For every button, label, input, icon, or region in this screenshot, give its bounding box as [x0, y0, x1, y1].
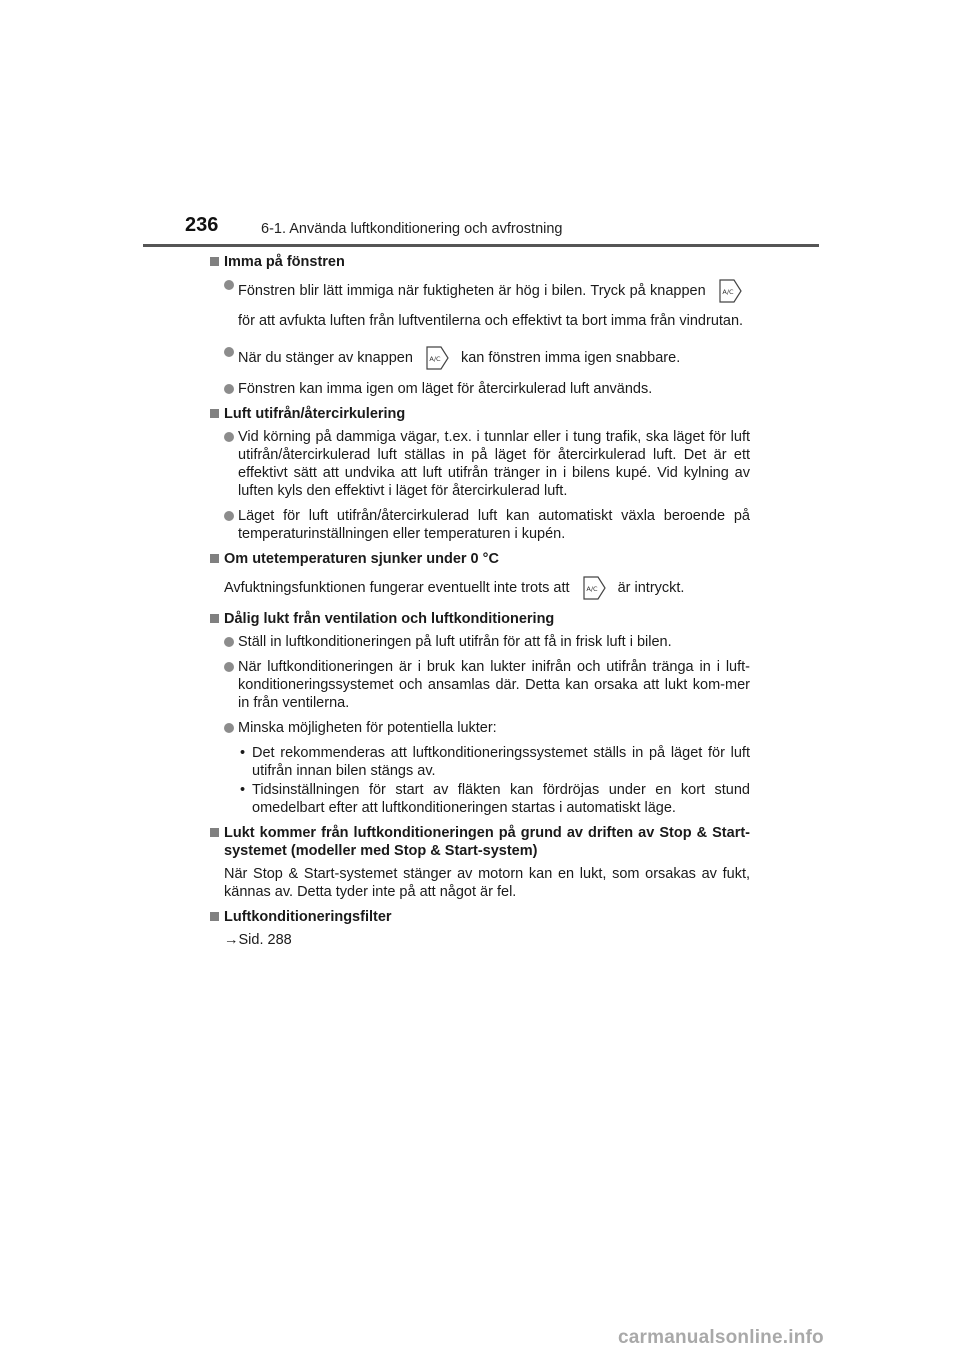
bullet-lukt-1: Ställ in luftkonditioneringen på luft utifrån för att få in frisk luft i bilen.: [210, 633, 750, 651]
sub-bullet-2: • Tidsinställningen för start av fläkten kan fördröjas under en kort stund omedelbart efter att luftkonditioneringen startas i automatiskt läge.: [210, 781, 750, 817]
watermark: carmanualsonline.info: [618, 1327, 824, 1348]
page-content: [210, 253, 750, 956]
ac-label: A/C: [429, 355, 441, 364]
bullet-text: När du stänger av knappen: [238, 350, 413, 366]
paragraph-text: Avfuktningsfunktionen fungerar eventuellt inte trots att: [224, 580, 570, 596]
sub-bullet-1: • Det rekommenderas att luftkonditioneringssystemet ställs in på läget för luft utifrån innan bilen stängs av.: [210, 744, 750, 780]
ac-button-icon: [716, 277, 744, 305]
page-header: [0, 0, 960, 250]
section-title-filter: Luftkonditioneringsfilter: [210, 908, 750, 926]
paragraph-text: är intryckt.: [617, 580, 685, 596]
bullet-lukt-3: Minska möjligheten för potentiella lukter:: [210, 719, 750, 737]
section-title-imma: Imma på fönstren: [210, 253, 750, 271]
ac-button-icon: [580, 574, 608, 602]
chapter-title: 6-1. Använda luftkonditionering och avfrostning: [261, 221, 563, 237]
bullet-text: kan fönstren imma igen snabbare.: [460, 350, 681, 366]
ac-label: A/C: [585, 585, 598, 594]
bullet-text: för att avfukta luften från luftventilerna och effektivt ta bort imma från vindrutan.: [238, 313, 744, 329]
section-title-temp: Om utetemperaturen sjunker under 0 °C: [210, 550, 750, 568]
paragraph-stopstart: När Stop & Start-systemet stänger av motorn kan en lukt, som orsakas av fukt, kännas av. Detta tyder inte på att något är fel.: [224, 866, 750, 900]
bullet-imma-3: Fönstren kan imma igen om läget för återcirkulerad luft används.: [210, 380, 750, 398]
bullet-luft-2: Läget för luft utifrån/återcirkulerad luft kan automatiskt växla beroende på temperaturinställningen eller temperaturen i kupén.: [210, 507, 750, 543]
page-reference: →Sid. 288: [224, 932, 292, 948]
paragraph-temp: [210, 573, 750, 603]
section-title-luft: Luft utifrån/återcirkulering: [210, 405, 750, 423]
ac-label: A/C: [722, 288, 734, 297]
bullet-luft-1: Vid körning på dammiga vägar, t.ex. i tunnlar eller i tung trafik, ska läget för luft utifrån/återcirkulerad luft ställas in på läget för återcirkulerad luft. Det är ett effektivt sätt att undvika att luft utifrån tränger in i bilens kupé. Vid kylning av luften kyls den effektivt i läget för återcirkulerad luft.: [210, 428, 750, 500]
header-rule: [143, 244, 819, 247]
bullet-imma-2: [210, 343, 750, 373]
bullet-imma-1: [210, 276, 750, 336]
section-title-stopstart: Lukt kommer från luftkonditioneringen på grund av driften av Stop & Start-systemet (modeller med Stop & Start-system): [210, 824, 750, 860]
ac-button-icon: [423, 344, 451, 372]
section-title-lukt: Dålig lukt från ventilation och luftkonditionering: [210, 610, 750, 628]
page-number: 236: [185, 214, 219, 236]
bullet-lukt-2: När luftkonditioneringen är i bruk kan lukter inifrån och utifrån tränga in i luft-konditioneringssystemet och ansamlas där. Detta kan orsaka att lukt kom-mer in från ventilerna.: [210, 658, 750, 712]
bullet-text: Fönstren blir lätt immiga när fuktigheten är hög i bilen. Tryck på knappen: [238, 283, 706, 299]
